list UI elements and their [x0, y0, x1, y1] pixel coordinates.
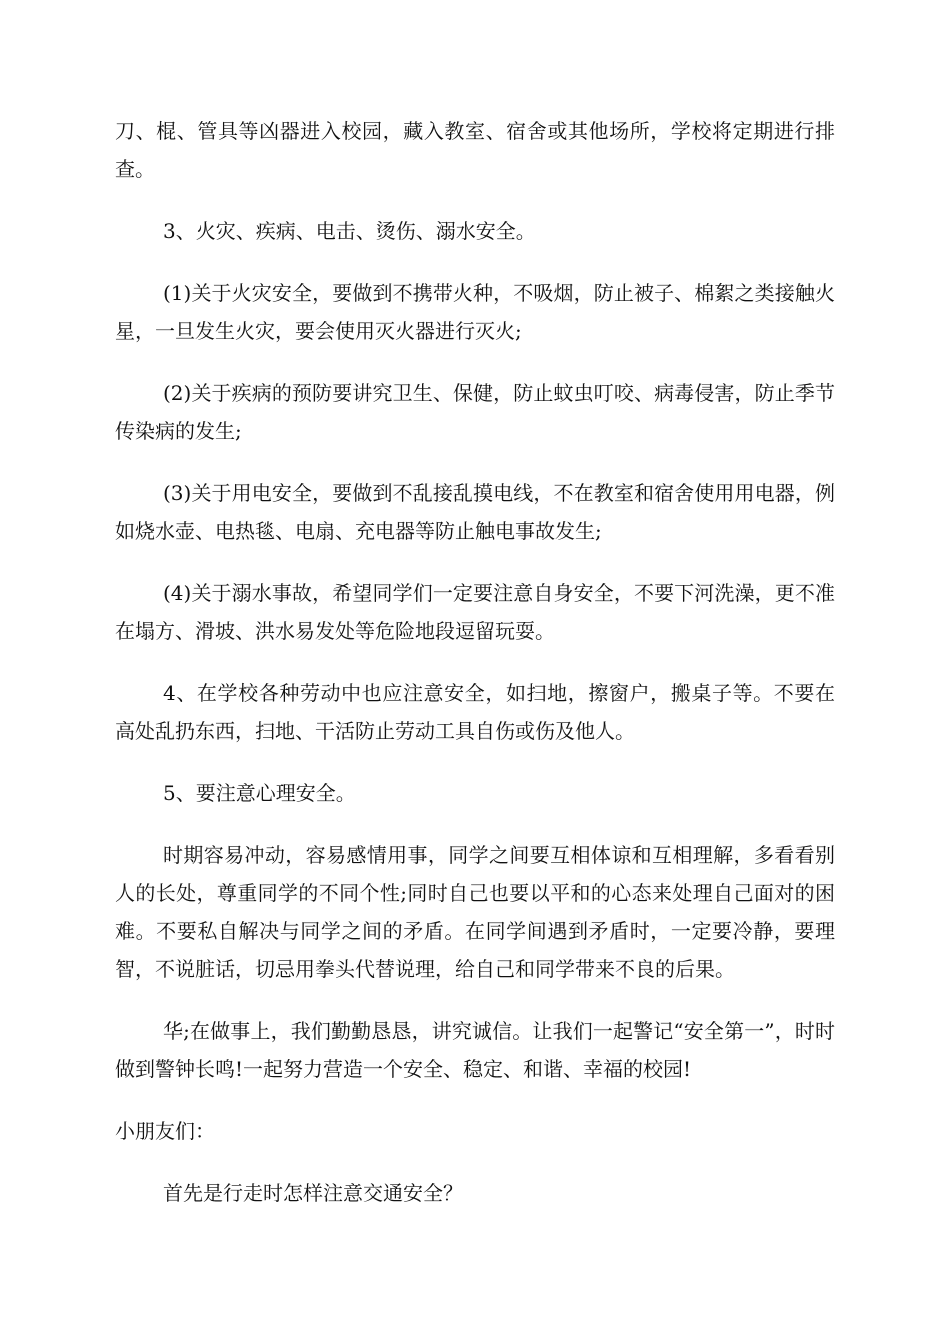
- paragraph-10: 华;在做事上，我们勤勤恳恳，讲究诚信。让我们一起警记“安全第一”，时时做到警钟长鸣!一起努力营造一个安全、稳定、和谐、幸福的校园!: [115, 1019, 835, 1081]
- paragraph-9: 时期容易冲动，容易感情用事，同学之间要互相体谅和互相理解，多看看别人的长处，尊重同学的不同个性;同时自己也要以平和的心态来处理自己面对的困难。不要私自解决与同学之间的矛盾。在同学间遇到矛盾时，一定要冷静，要理智，不说脏话，切忌用拳头代替说理，给自己和同学带来不良的后果。: [115, 843, 835, 981]
- paragraph-5: (3)关于用电安全，要做到不乱接乱摸电线，不在教室和宿舍使用用电器，例如烧水壶、电热毯、电扇、充电器等防止触电事故发生;: [115, 481, 835, 543]
- paragraph-7: 4、在学校各种劳动中也应注意安全，如扫地，擦窗户，搬桌子等。不要在高处乱扔东西，扫地、干活防止劳动工具自伤或伤及他人。: [115, 681, 835, 743]
- paragraph-6: (4)关于溺水事故，希望同学们一定要注意自身安全，不要下河洗澡，更不准在塌方、滑坡、洪水易发处等危险地段逗留玩耍。: [115, 581, 835, 643]
- paragraph-2: 3、火灾、疾病、电击、烫伤、溺水安全。: [163, 219, 536, 243]
- paragraph-1: 刀、棍、管具等凶器进入校园，藏入教室、宿舍或其他场所，学校将定期进行排查。: [115, 119, 835, 181]
- document-body: [115, 112, 835, 1236]
- paragraph-12: 首先是行走时怎样注意交通安全？: [163, 1181, 463, 1205]
- paragraph-8: 5、要注意心理安全。: [163, 781, 356, 805]
- paragraph-4: (2)关于疾病的预防要讲究卫生、保健，防止蚊虫叮咬、病毒侵害，防止季节传染病的发生;: [115, 381, 835, 443]
- paragraph-11: 小朋友们：: [115, 1119, 215, 1143]
- paragraph-3: (1)关于火灾安全，要做到不携带火种，不吸烟，防止被子、棉絮之类接触火星，一旦发生火灾，要会使用灭火器进行灭火;: [115, 281, 835, 343]
